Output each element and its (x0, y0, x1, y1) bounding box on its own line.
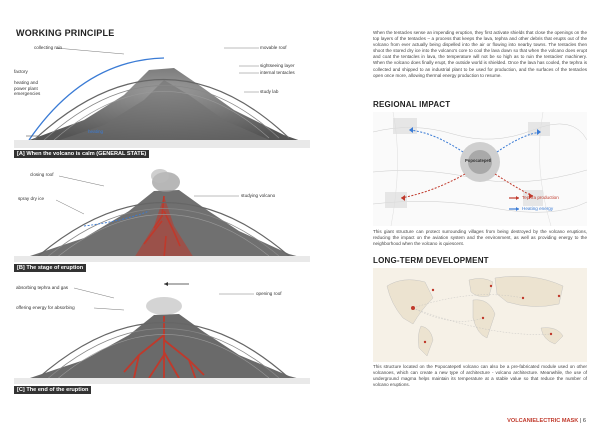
page-footer (507, 418, 586, 424)
legend-tephra: Tephra production (522, 195, 559, 200)
label-study-lab: study lab (260, 89, 279, 94)
label-emergencies: emergencies (14, 91, 41, 96)
regional-impact-heading: REGIONAL IMPACT (373, 100, 451, 109)
world-map-graphic (373, 268, 587, 362)
page-number: 6 (582, 418, 586, 424)
label-internal-tentacles: internal tentacles (260, 70, 295, 75)
long-term-paragraph: This structure located on the Popocatepetl volcano can also be a pre-fabricated module used on other volcanoes, which can create a new type of architecture - volcano architecture. Meanwhile, the use of underground magma helps maintain its temperature at a stable value so that reduce the number of volcano eruptions. (373, 364, 587, 388)
working-principle-heading: WORKING PRINCIPLE (16, 28, 115, 38)
label-opening-roof: opening roof (256, 291, 282, 296)
label-movable-roof: movable roof (260, 45, 287, 50)
world-map (373, 268, 587, 362)
figure-end-of-eruption (14, 280, 310, 384)
label-heating: heating (88, 129, 104, 134)
label-sightseeing-layer: sightseeing layer (260, 63, 295, 68)
regional-paragraph: This giant structure can protect surrounding villages from being destroyed by the volcano eruptions, reducing the impact on the aviation system and the environment, as well as providing energy to the neighborhood when the volcano is quiescent. (373, 229, 587, 247)
legend-heating: Heating energy (522, 206, 554, 211)
regional-map-graphic (373, 112, 587, 226)
caption-end-of-eruption: [C] The end of the eruption (14, 386, 91, 394)
label-factory: factory (14, 69, 28, 74)
long-term-heading: LONG-TERM DEVELOPMENT (373, 256, 489, 265)
label-studying-volcano: studying volcano (241, 193, 276, 198)
figure-eruption-stage (14, 166, 310, 262)
label-collecting-rain: collecting rain (34, 45, 63, 50)
map-center-label: Popocatepetl (465, 158, 492, 163)
label-heating-plant: heating and power plant (14, 80, 39, 91)
label-closing-roof: closing roof (30, 172, 54, 177)
eruption-volcano-illustration (14, 166, 310, 262)
intro-paragraph: When the tentacles sense an impending eruption, they first activate shields that close the openings on the top layers of the tentacles – a process that keeps the lava, tephra and other debris that erupts out of the volcano from ever actually being dispelled into the air or flowing into nearby towns. The tentacles then shoot the stored dry ice into the volcano's core to cool the lava down so that when the volcano does erupt and coat the tentacles in lava, the temperature will not be so high as to ruin the tentacles' machinery. When the volcano does finally erupt, the outside world is shielded. Once the lava has cooled, the tephra is collected and shipped to an industrial plant to be used for production, and the surfaces of the tentacles open once more, allowing thermal energy production to resume. (373, 30, 587, 78)
regional-impact-map (373, 112, 587, 226)
footer-brand: VOLCANIELECTRIC MASK (507, 418, 579, 424)
label-absorbing-tephra: absorbing tephra and gas (16, 285, 69, 290)
figure-calm-state (14, 40, 310, 148)
footer-separator: | (578, 418, 583, 424)
caption-eruption-stage: [B] The stage of eruption (14, 264, 86, 272)
label-offering-energy: offering energy for absorbing (16, 305, 75, 310)
label-spray-dry-ice: spray dry ice (18, 196, 45, 201)
caption-calm-state: [A] When the volcano is calm (GENERAL STATE) (14, 150, 149, 158)
